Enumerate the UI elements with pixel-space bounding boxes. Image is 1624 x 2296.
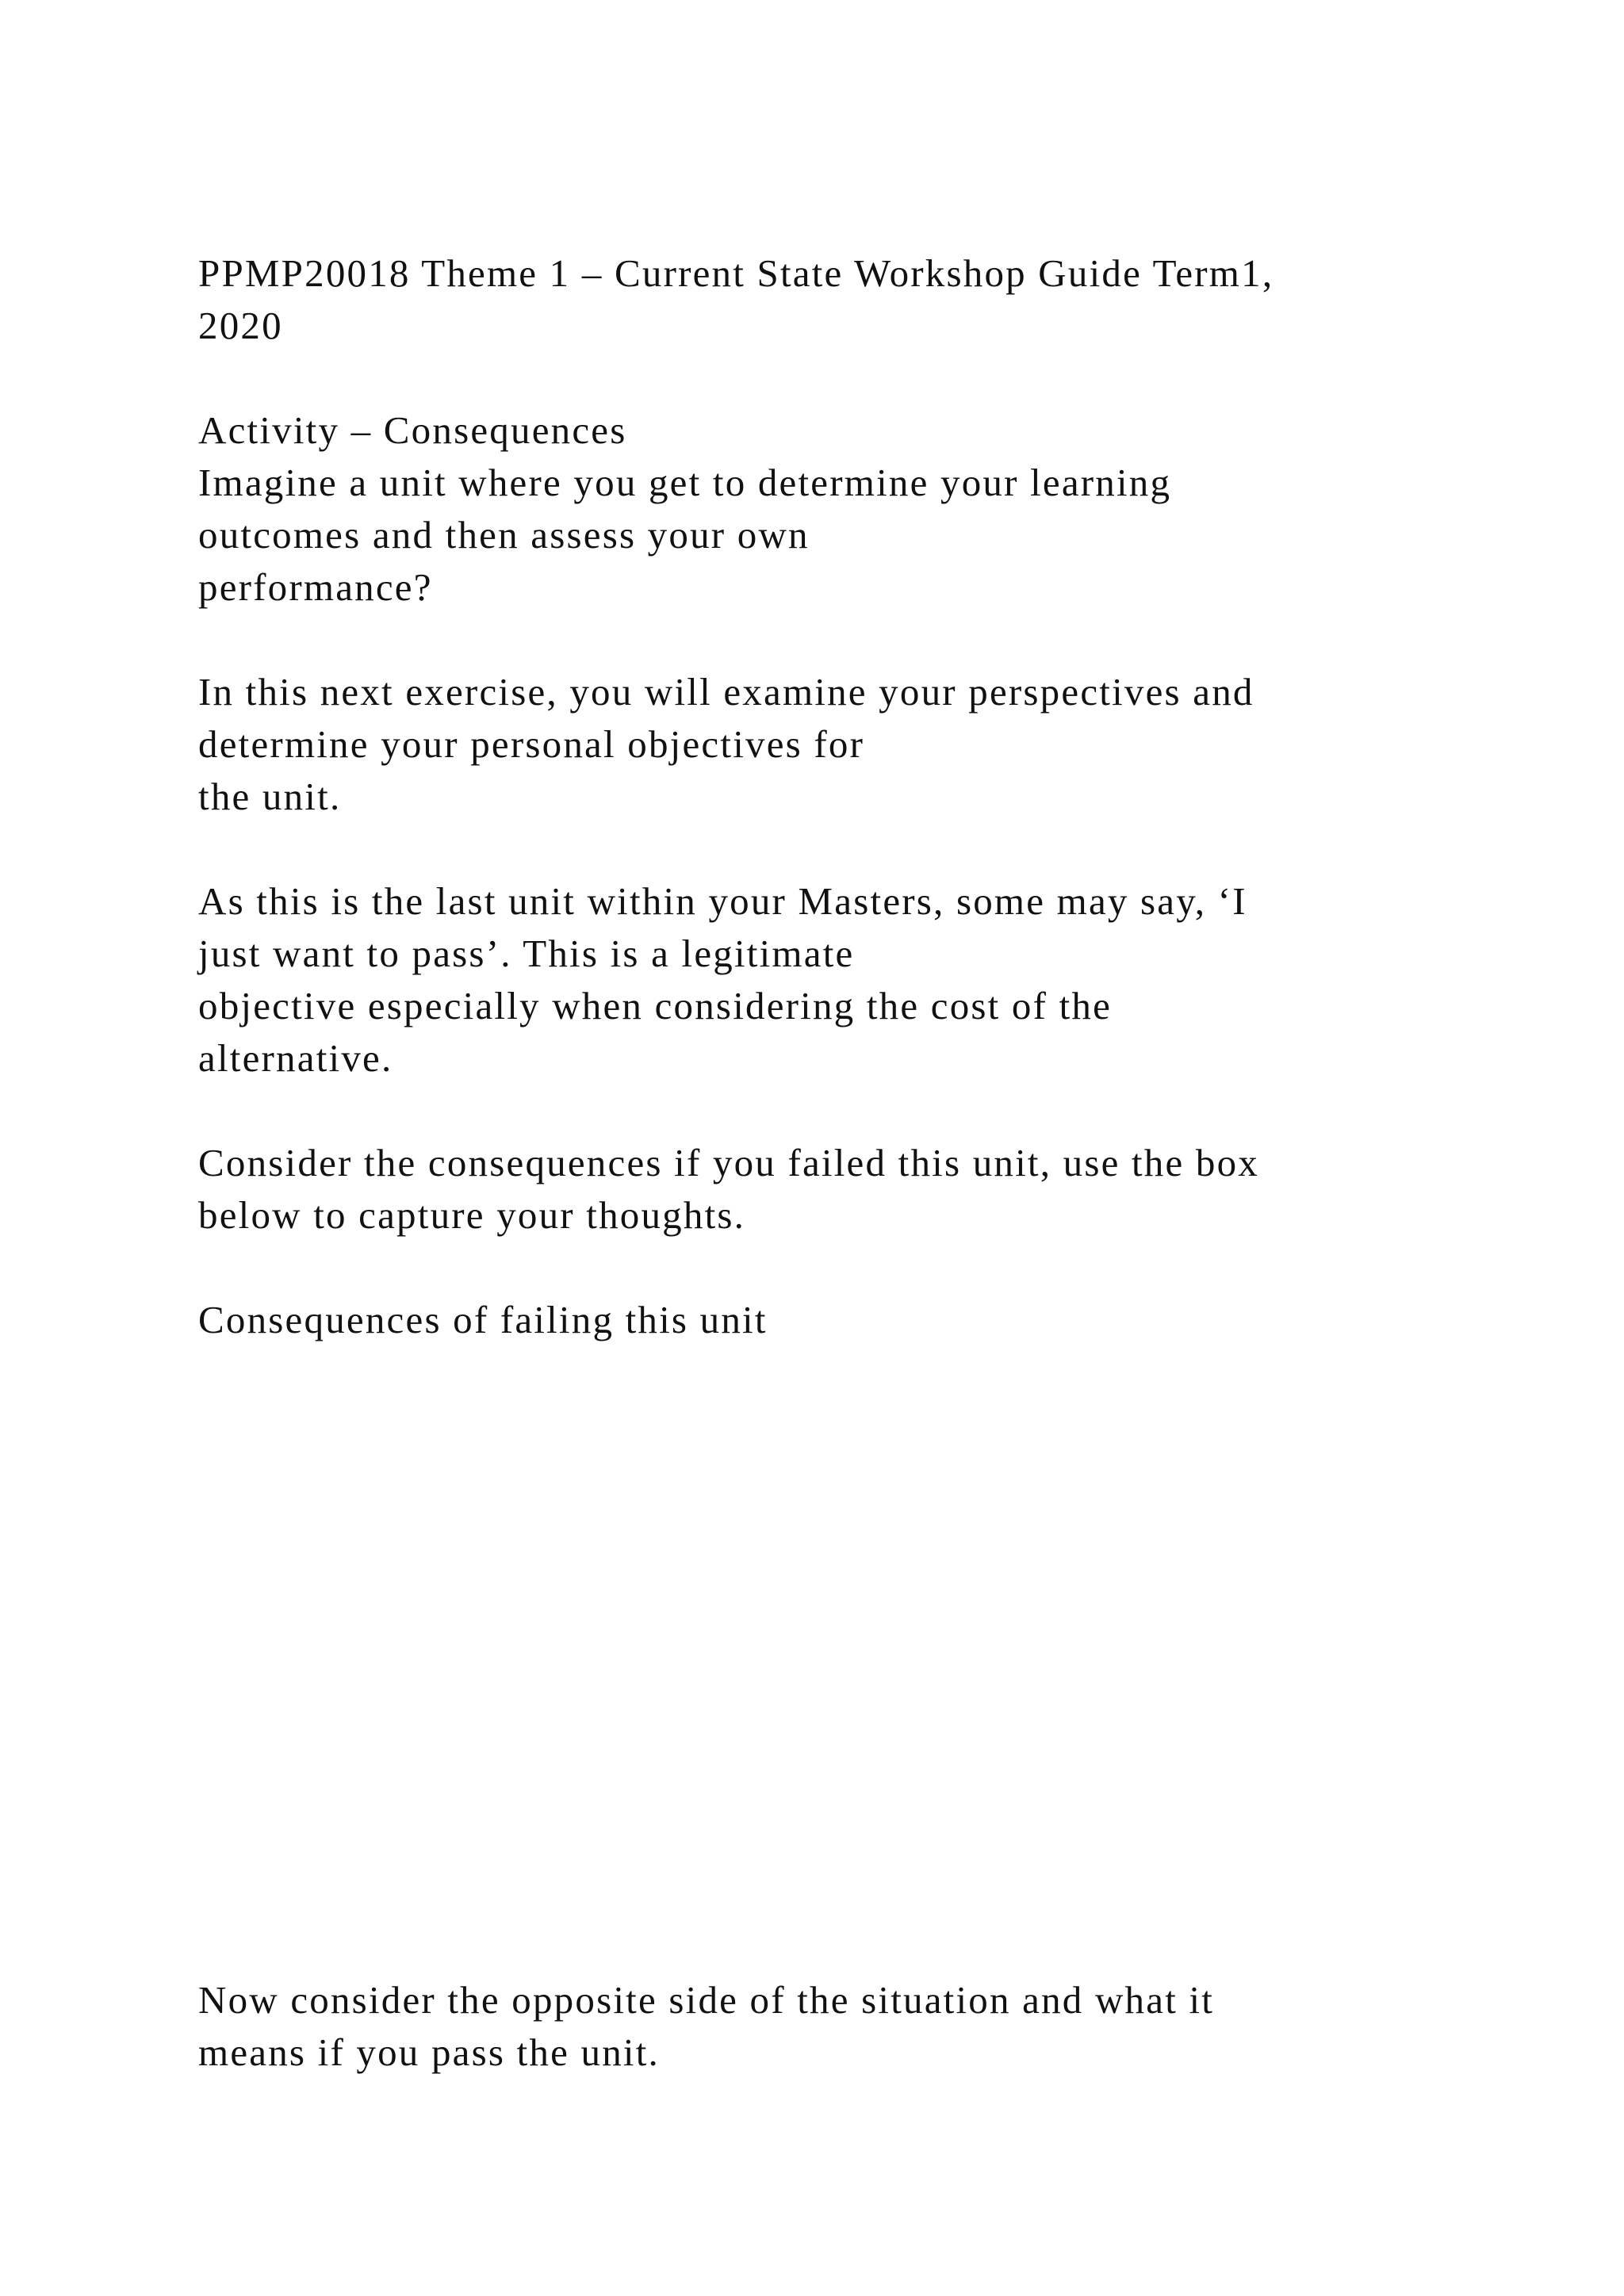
document-title-line-2: 2020 [198, 304, 283, 347]
paragraph-gap [198, 823, 1435, 875]
exercise-line-2: determine your personal objectives for [198, 722, 865, 766]
intro-line-1: Imagine a unit where you get to determine your learning [198, 461, 1172, 504]
box-label: Consequences of failing this unit [198, 1298, 768, 1341]
intro-line-2: outcomes and then assess your own [198, 513, 810, 557]
document-body [198, 247, 1435, 2079]
document-title-line-1: PPMP20018 Theme 1 – Current State Workshop Guide Term1, [198, 251, 1274, 295]
paragraph-gap [198, 352, 1435, 404]
masters-line-1: As this is the last unit within your Masters, some may say, ‘I [198, 879, 1247, 923]
paragraph-gap [198, 614, 1435, 666]
opposite-line-1: Now consider the opposite side of the situation and what it [198, 1978, 1215, 2022]
activity-heading: Activity – Consequences [198, 408, 627, 452]
opposite-line-2: means if you pass the unit. [198, 2030, 660, 2074]
consider-line-1: Consider the consequences if you failed this unit, use the box [198, 1141, 1260, 1184]
paragraph-gap [198, 1085, 1435, 1137]
masters-line-2: just want to pass’. This is a legitimate [198, 932, 855, 975]
paragraph-gap [198, 1242, 1435, 1294]
consider-line-2: below to capture your thoughts. [198, 1193, 746, 1237]
answer-space [198, 1346, 1435, 1974]
intro-line-3: performance? [198, 565, 433, 609]
exercise-line-3: the unit. [198, 775, 342, 818]
masters-line-3: objective especially when considering the cost of the [198, 984, 1113, 1027]
masters-line-4: alternative. [198, 1036, 393, 1080]
exercise-line-1: In this next exercise, you will examine your perspectives and [198, 670, 1254, 714]
